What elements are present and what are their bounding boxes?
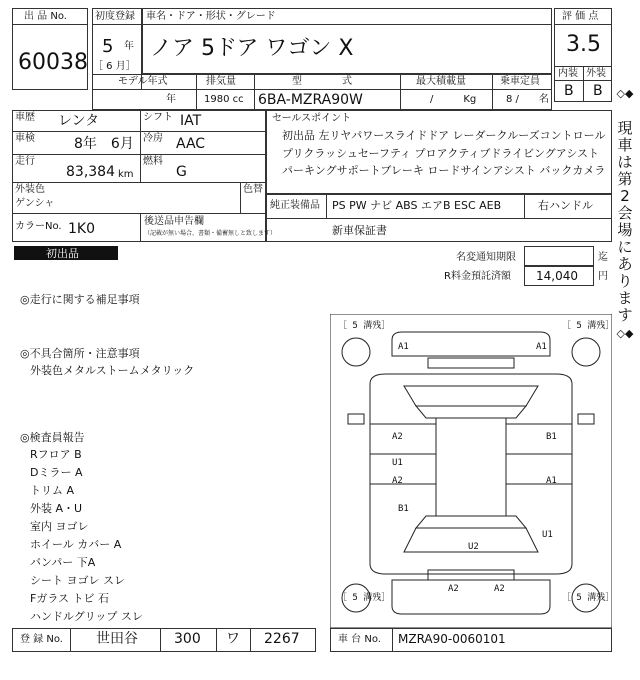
registration-class: 300	[174, 631, 201, 647]
damage-mark: A1	[536, 342, 547, 352]
damage-mark: B1	[546, 432, 557, 442]
equipment-items: PS PW ナビ ABS エアB ESC AEB	[332, 199, 502, 212]
inspector-line: バンパー 下A	[30, 556, 96, 569]
color-change-label: 色替	[243, 184, 263, 195]
name-change-box	[524, 246, 594, 266]
shift-value: IAT	[180, 113, 202, 129]
inspector-title: ◎検査員報告	[20, 431, 85, 444]
interior-label: 内装	[558, 68, 578, 79]
fuel-label: 燃料	[143, 156, 163, 167]
model-year-label: モデル年式	[118, 76, 168, 87]
name-change-suffix: 迄	[598, 252, 608, 263]
max-load-value: / Kg	[430, 94, 477, 105]
side-banner-bottom-marks: ◇◆	[616, 327, 634, 340]
recycle-label: R料金預託済額	[444, 271, 511, 282]
steering-side: 右ハンドル	[538, 199, 593, 212]
interior-grade: B	[564, 83, 574, 99]
side-banner-top-marks: ◇◆	[616, 87, 634, 100]
driving-notes-title: ◎走行に関する補足事項	[20, 293, 140, 306]
mileage-unit: km	[118, 169, 134, 180]
sales-points-label: セールスポイント	[272, 113, 352, 124]
damage-mark: A1	[398, 342, 409, 352]
car-name-label: 車名・ドア・形状・グレード	[146, 11, 276, 22]
damage-mark: A1	[546, 476, 557, 486]
exterior-label: 外装	[586, 68, 606, 79]
equipment-label: 純正装備品	[270, 200, 320, 211]
damage-mark: A2	[448, 584, 459, 594]
first-reg-month: ［ 6 月］	[93, 61, 136, 72]
shift-label: シフト	[143, 112, 173, 123]
max-load-label: 最大積載量	[416, 76, 466, 87]
inspection-value: 8年 6月	[74, 136, 134, 152]
inspector-line: シート ヨゴレ スレ	[30, 574, 125, 587]
capacity-value: 8 / 名	[506, 94, 549, 105]
tire-front-left	[342, 338, 370, 366]
damage-mark: A2	[392, 476, 403, 486]
inspection-label: 車検	[15, 133, 35, 144]
registration-area: 世田谷	[96, 631, 138, 647]
inspector-line: 外装 A・U	[30, 502, 83, 515]
sales-line-1: 初出品 左リヤパワースライドドア レーダークルーズコントロール	[282, 129, 606, 142]
mileage-value: 83,384	[66, 164, 115, 180]
damage-mark: U1	[392, 458, 403, 468]
score-value: 3.5	[566, 32, 601, 57]
recycle-unit: 円	[598, 271, 608, 282]
aftermarket-note: （記載が無い場合、書類・備蓄無しと致します）	[144, 230, 277, 237]
chassis-number: MZRA90-0060101	[398, 632, 506, 646]
first-reg-label: 初度登録	[95, 11, 135, 22]
model-code: 6BA-MZRA90W	[258, 92, 363, 108]
car-name: ノア 5ドア ワゴン X	[150, 36, 354, 61]
tire-depth-front-left: ［ 5 溝残］	[338, 321, 391, 331]
history-value: レンタ	[58, 113, 100, 129]
car-damage-diagram	[330, 314, 615, 628]
fuel-value: G	[176, 164, 187, 180]
first-reg-year-unit: 年	[124, 41, 134, 52]
inspector-line: トリム A	[30, 484, 75, 497]
side-banner-text: 現車は第2会場にあります	[617, 119, 633, 324]
tire-depth-rear-right: ［ 5 溝残］	[562, 593, 615, 603]
damage-mark: U1	[542, 530, 553, 540]
inspector-line: Dミラー A	[30, 466, 83, 479]
damage-mark: U2	[468, 542, 479, 552]
first-reg-year: 5	[102, 36, 114, 57]
tire-front-right	[572, 338, 600, 366]
defects-text: 外装色メタルストームメタリック	[30, 364, 195, 377]
model-year-unit: 年	[166, 94, 176, 105]
capacity-label: 乗車定員	[500, 76, 540, 87]
mileage-label: 走行	[15, 156, 35, 167]
defects-title: ◎不具合箇所・注意事項	[20, 347, 140, 360]
tire-depth-front-right: ［ 5 溝残］	[562, 321, 615, 331]
ac-value: AAC	[176, 136, 206, 152]
lot-label: 出 品 No.	[24, 11, 67, 22]
name-change-label: 名変通知期限	[456, 252, 516, 263]
ext-color-value: ゲンシャ	[15, 198, 55, 209]
registration-kana: ワ	[226, 631, 240, 647]
inspector-line: Fガラス トビ 石	[30, 592, 109, 605]
damage-mark: B1	[398, 504, 409, 514]
inspector-line: 室内 ヨゴレ	[30, 520, 89, 533]
inspector-line: ハンドルグリップ スレ	[30, 610, 143, 623]
displacement-value: 1980 cc	[204, 94, 244, 105]
color-no-value: 1K0	[68, 221, 95, 237]
score-label: 評 価 点	[562, 11, 599, 22]
damage-mark: A2	[494, 584, 505, 594]
damage-mark: A2	[392, 432, 403, 442]
first-listing-banner: 初出品	[14, 246, 118, 260]
displacement-label: 排気量	[206, 76, 236, 87]
registration-label: 登 録 No.	[20, 634, 63, 645]
model-code-label: 型 式	[292, 76, 352, 87]
inspector-line: Rフロア B	[30, 448, 82, 461]
ext-color-label: 外装色	[15, 184, 45, 195]
registration-number: 2267	[264, 631, 300, 647]
exterior-grade: B	[593, 83, 603, 99]
recycle-amount: 14,040	[536, 269, 578, 283]
chassis-label: 車 台 No.	[338, 634, 381, 645]
color-no-label: カラーNo.	[15, 221, 62, 232]
sales-line-3: パーキングサポートブレーキ ロードサインアシスト バックカメラ	[282, 164, 606, 177]
history-label: 車歴	[15, 112, 35, 123]
tire-depth-rear-left: ［ 5 溝残］	[338, 593, 391, 603]
lot-number: 60038	[18, 50, 88, 75]
ac-label: 冷房	[143, 133, 163, 144]
aftermarket-label: 後送品申告欄	[144, 216, 204, 227]
warranty-label: 新車保証書	[332, 224, 387, 237]
sales-line-2: プリクラッシュセーフティ プロアクティブドライビングアシスト	[282, 147, 599, 160]
inspector-line: ホイール カバー A	[30, 538, 122, 551]
